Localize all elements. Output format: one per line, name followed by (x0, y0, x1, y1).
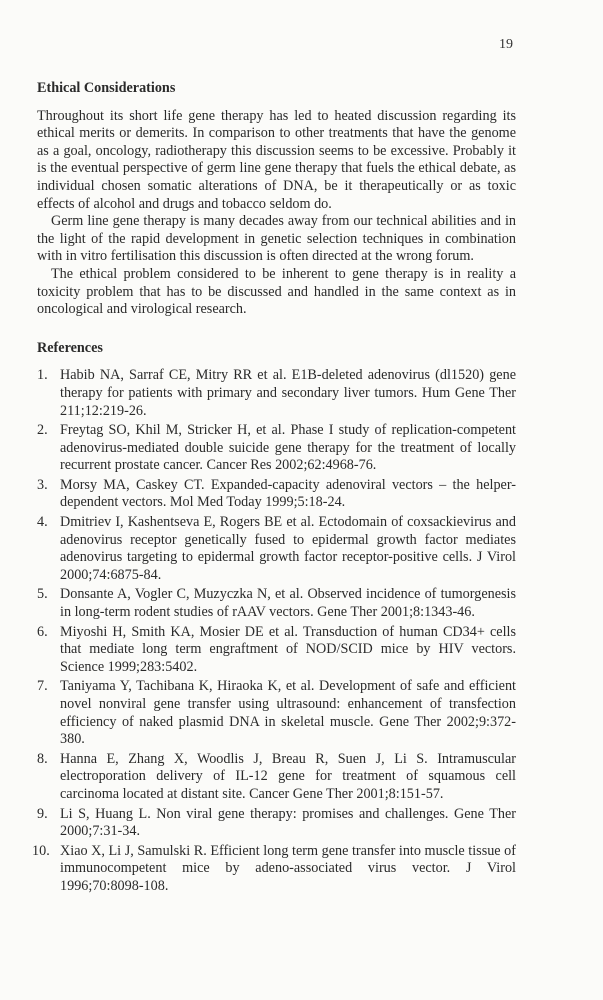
ethics-heading: Ethical Considerations (37, 80, 176, 96)
reference-item (37, 367, 516, 420)
references-heading: References (37, 339, 103, 356)
reference-item (37, 514, 516, 584)
reference-item (37, 624, 516, 677)
reference-item (37, 422, 516, 475)
reference-number: 2. (37, 422, 48, 439)
reference-number: 3. (37, 476, 48, 493)
reference-text: Taniyama Y, Tachibana K, Hiraoka K, et al. Development of safe and efficient novel nonviral gene transfer using ultrasound: enhancement of transfection efficiency of naked plasmid DNA in skeletal muscle. Gene Ther 2002;9:372-380. (60, 678, 516, 748)
reference-number: 4. (37, 514, 48, 531)
reference-item (37, 678, 516, 748)
reference-text: Freytag SO, Khil M, Stricker H, et al. Phase I study of replication-competent adenovirus-mediated double suicide gene therapy for the treatment of locally recurrent prostate cancer. Cancer Res 2002;62:4968-76. (60, 422, 516, 474)
reference-number: 9. (37, 805, 48, 822)
reference-text: Habib NA, Sarraf CE, Mitry RR et al. E1B-deleted adenovirus (dl1520) gene therapy for patients with primary and secondary liver tumors. Hum Gene Ther 211;12:219-26. (60, 367, 516, 419)
reference-number: 8. (37, 750, 48, 767)
reference-number: 10. (32, 842, 50, 859)
reference-text: Xiao X, Li J, Samulski R. Efficient long term gene transfer into muscle tissue of immunocompetent mice by adeno-associated virus vector. J Virol 1996;70:8098-108. (60, 842, 516, 894)
reference-list (32, 367, 516, 895)
ethics-paragraph: Throughout its short life gene therapy has led to heated discussion regarding its ethical merits or demerits. In comparison to other treatments that have the genome as a goal, oncology, radiotherapy this discussion seems to be excessive. Probably it is the eventual perspective of germ line gene therapy that fuels the ethical debate, as individual chosen somatic alterations of DNA, be it therapeutically or as toxic effects of alcohol and drugs and tobacco seldom do. (37, 107, 516, 212)
reference-number: 1. (37, 367, 48, 384)
reference-text: Morsy MA, Caskey CT. Expanded-capacity adenoviral vectors – the helper-dependent vectors. Mol Med Today 1999;5:18-24. (60, 476, 516, 511)
page-content (32, 80, 516, 898)
reference-text: Dmitriev I, Kashentseva E, Rogers BE et al. Ectodomain of coxsackievirus and adenovirus receptor genetically fused to epidermal growth factor mediates adenovirus targeting to epidermal growth factor receptor-positive cells. J Virol 2000;74:6875-84. (60, 514, 516, 583)
ethics-paragraph: The ethical problem considered to be inherent to gene therapy is in reality a toxicity problem that has to be discussed and handled in the same context as in oncological and virological research. (37, 265, 516, 318)
reference-item (37, 751, 516, 804)
reference-text: Li S, Huang L. Non viral gene therapy: promises and challenges. Gene Ther 2000;7:31-34. (60, 805, 516, 840)
reference-item (37, 806, 516, 841)
reference-text: Hanna E, Zhang X, Woodlis J, Breau R, Suen J, Li S. Intramuscular electroporation delivery of IL-12 gene for treatment of squamous cell carcinoma located at distant site. Cancer Gene Ther 2001;8:151-57. (60, 750, 516, 802)
reference-item (37, 477, 516, 512)
reference-number: 6. (37, 623, 48, 640)
reference-item (37, 586, 516, 621)
ethics-paragraph: Germ line gene therapy is many decades away from our technical abilities and in the light of the rapid development in genetic selection techniques in combination with in vitro fertilisation this discussion is often directed at the wrong forum. (37, 213, 516, 265)
reference-number: 7. (37, 678, 48, 695)
reference-item (32, 842, 516, 896)
reference-number: 5. (37, 586, 48, 603)
page-number: 19 (499, 37, 513, 52)
reference-text: Donsante A, Vogler C, Muzyczka N, et al. Observed incidence of tumorgenesis in long-term rodent studies of rAAV vectors. Gene Ther 2001;8:1343-46. (60, 586, 516, 621)
reference-text: Miyoshi H, Smith KA, Mosier DE et al. Transduction of human CD34+ cells that mediate long term engraftment of NOD/SCID mice by HIV vectors. Science 1999;283:5402. (60, 623, 516, 675)
